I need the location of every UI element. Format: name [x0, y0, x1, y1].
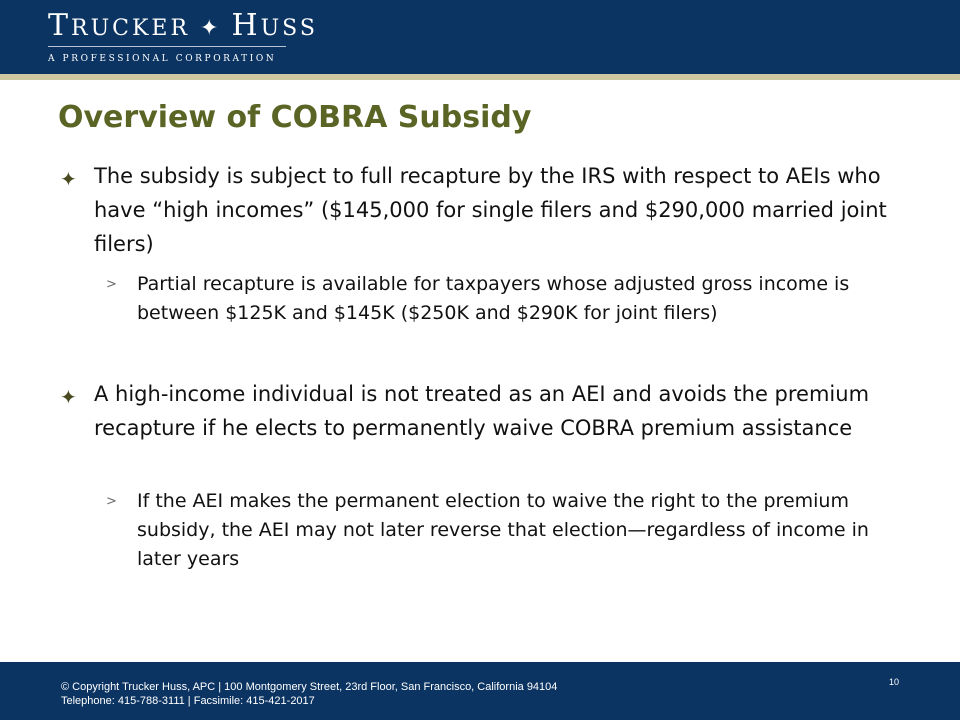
logo-subtitle: A PROFESSIONAL CORPORATION	[48, 54, 277, 64]
page-number: 10	[889, 677, 900, 687]
header-divider	[0, 74, 960, 80]
footer-copyright: © Copyright Trucker Huss, APC | 100 Montgomery Street, 23rd Floor, San Francisco, California 94104	[61, 681, 558, 693]
logo-separator	[48, 46, 286, 47]
bullet-text: A high-income individual is not treated as an AEI and avoids the premium recapture if he elects to permanently waive COBRA premium assistance	[94, 382, 870, 440]
four-point-star-icon: ✦	[60, 167, 77, 191]
chevron-right-icon: >	[106, 494, 117, 509]
logo-word-rest-1: RUCKER	[71, 16, 191, 41]
footer-contact	[61, 680, 557, 708]
sub-bullet-text: Partial recapture is available for taxpayers whose adjusted gross income is between $125K and $145K ($250K and $290K for joint filers)	[137, 273, 850, 324]
firm-logo	[48, 8, 318, 43]
logo-initial-h: H	[231, 8, 261, 43]
logo-initial-t: T	[48, 8, 72, 43]
logo-star-icon: ✦	[200, 16, 222, 41]
four-point-star-icon: ✦	[60, 385, 77, 409]
bullet-text: The subsidy is subject to full recapture by the IRS with respect to AEIs who have “high incomes” ($145,000 for single filers and $290,000 married joint filers)	[94, 164, 887, 256]
slide-title: Overview of COBRA Subsidy	[58, 100, 532, 135]
sub-bullet-text: If the AEI makes the permanent election to waive the right to the premium subsidy, the AEI may not later reverse that election—regardless of income in later years	[137, 490, 869, 570]
footer-phone: Telephone: 415-788-3111 | Facsimile: 415-421-2017	[61, 695, 315, 707]
chevron-right-icon: >	[106, 277, 117, 292]
logo-word-rest-2: USS	[260, 16, 318, 41]
